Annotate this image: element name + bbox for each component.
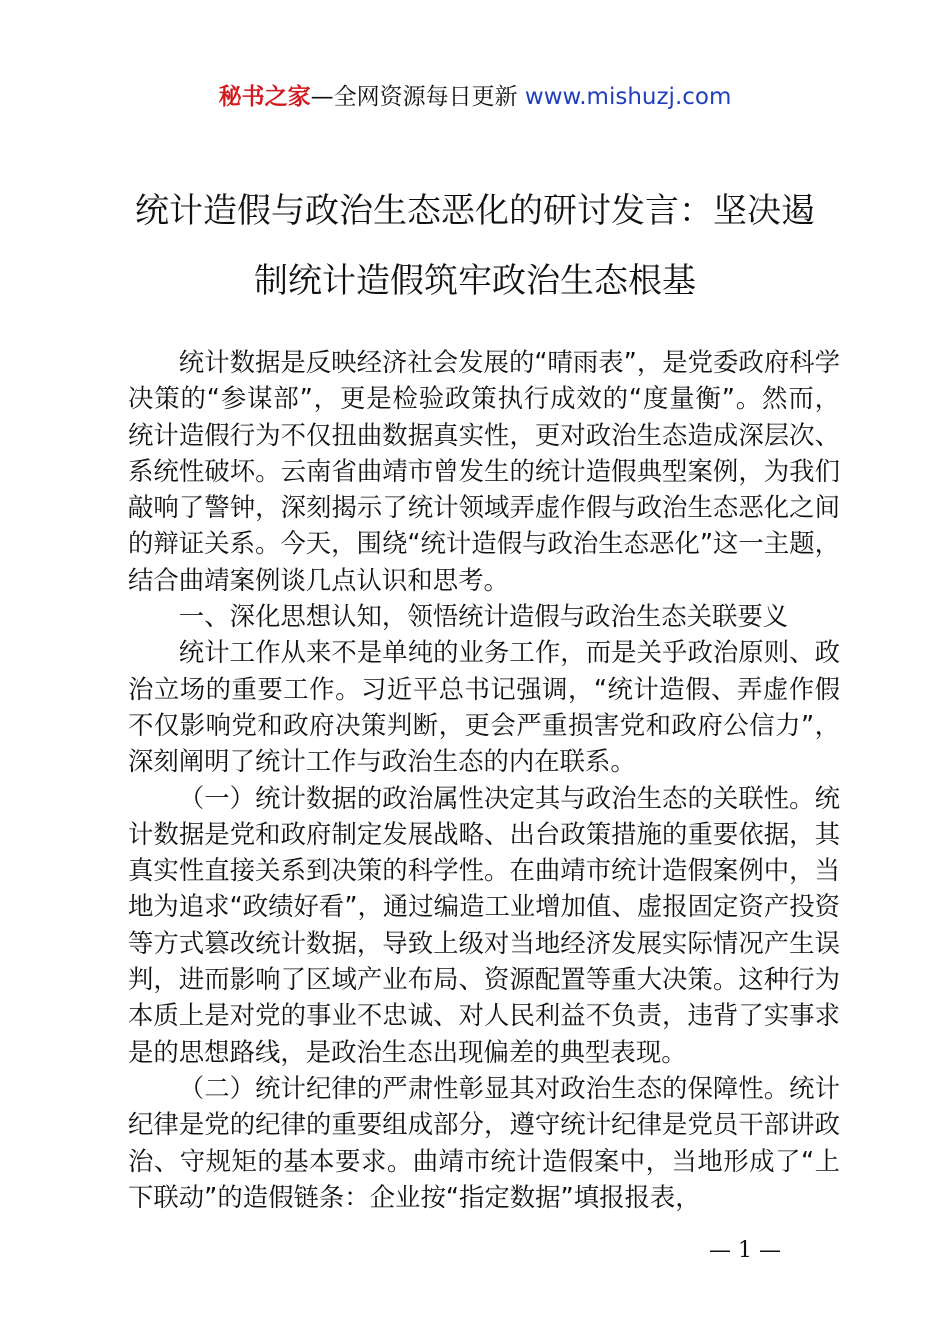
page-number: — 1 — — [709, 1238, 781, 1263]
subsection-paragraph-2: （二）统计纪律的严肃性彰显其对政治生态的保障性。统计纪律是党的纪律的重要组成部分，遵守统计纪律是党员干部讲政治、守规矩的基本要求。曲靖市统计造假案中，当地形成了“上下联动”的造假链条：企业按“指定数据”填报报表， — [128, 1072, 840, 1212]
site-url-link[interactable]: www.mishuzj.com — [524, 84, 732, 110]
body-paragraph: 统计工作从来不是单纯的业务工作，而是关乎政治原则、政治立场的重要工作。习近平总书记强调，“统计造假、弄虚作假不仅影响党和政府决策判断，更会严重损害党和政府公信力”，深刻阐明了统计工作与政治生态的内在联系。 — [128, 637, 840, 777]
site-tagline: —全网资源每日更新 — [310, 84, 525, 110]
intro-paragraph: 统计数据是反映经济社会发展的“晴雨表”，是党委政府科学决策的“参谋部”，更是检验政策执行成效的“度量衡”。然而，统计造假行为不仅扭曲数据真实性，更对政治生态造成深层次、系统性破坏。云南省曲靖市曾发生的统计造假典型案例，为我们敲响了警钟，深刻揭示了统计领域弄虚作假与政治生态恶化之间的辩证关系。今天，围绕“统计造假与政治生态恶化”这一主题，结合曲靖案例谈几点认识和思考。 — [128, 347, 840, 595]
site-brand: 秘书之家 — [218, 84, 311, 110]
section-heading: 一、深化思想认知，领悟统计造假与政治生态关联要义 — [178, 601, 789, 632]
document-body — [128, 344, 840, 1215]
document-title-line-1: 统计造假与政治生态恶化的研讨发言：坚决遏 — [135, 191, 815, 231]
subsection-paragraph-1: （一）统计数据的政治属性决定其与政治生态的关联性。统计数据是党和政府制定发展战略、出台政策措施的重要依据，其真实性直接关系到决策的科学性。在曲靖市统计造假案例中，当地为追求“政绩好看”，通过编造工业增加值、虚报固定资产投资等方式篡改统计数据，导致上级对当地经济发展实际情况产生误判，进而影响了区域产业布局、资源配置等重大决策。这种行为本质上是对党的事业不忠诚、对人民利益不负责，违背了实事求是的思想路线，是政治生态出现偏差的典型表现。 — [128, 782, 840, 1067]
document-title — [110, 176, 840, 316]
document-title-line-2: 制统计造假筑牢政治生态根基 — [254, 261, 696, 301]
site-header — [0, 80, 950, 114]
